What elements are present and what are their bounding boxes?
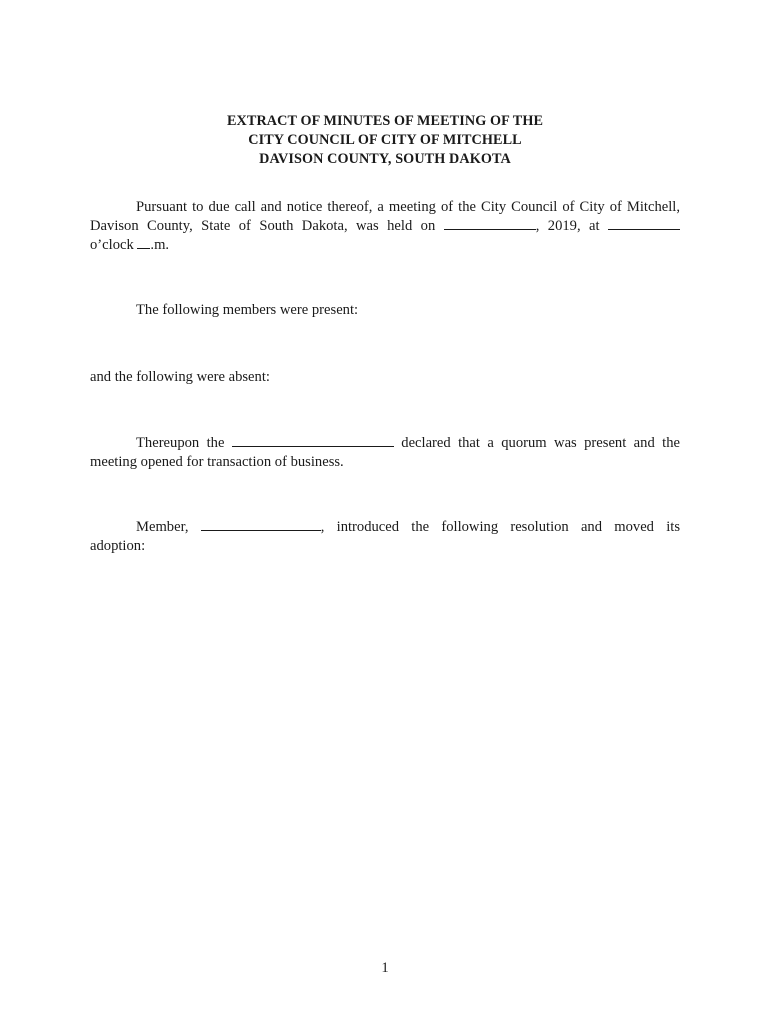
member-name-blank[interactable] xyxy=(201,518,321,531)
quorum-line-1-text-a: Thereupon the xyxy=(136,435,225,451)
members-present-paragraph xyxy=(90,301,680,320)
members-absent-text: and the following were absent: xyxy=(90,369,270,385)
quorum-line-1-text-b: declared that a quorum was present and the xyxy=(401,435,680,451)
notice-line-2-text-a: Davison County, State of South Dakota, was held on xyxy=(90,218,436,234)
document-title xyxy=(0,112,770,169)
members-absent-paragraph xyxy=(90,368,680,387)
title-line-1: EXTRACT OF MINUTES OF MEETING OF THE xyxy=(226,113,544,129)
meeting-notice-paragraph xyxy=(90,198,680,255)
title-line-2: CITY COUNCIL OF CITY OF MITCHELL xyxy=(248,132,522,148)
meeting-date-blank[interactable] xyxy=(444,217,536,230)
notice-line-1: Pursuant to due call and notice thereof, a meeting of the City Council of City of Mitchell, xyxy=(136,199,680,215)
notice-line-3 xyxy=(90,236,680,255)
resolution-line-1 xyxy=(90,518,680,537)
quorum-line-1 xyxy=(90,434,680,453)
resolution-line-1-text-b: , introduced the following resolution and moved its xyxy=(320,519,681,535)
notice-line-3-text-a: o’clock xyxy=(90,237,134,253)
resolution-line-1-text-a: Member, xyxy=(136,519,189,535)
title-line-3: DAVISON COUNTY, SOUTH DAKOTA xyxy=(259,151,511,167)
notice-line-2-text-b: , 2019, at xyxy=(535,218,600,234)
am-pm-blank[interactable] xyxy=(137,236,150,249)
resolution-paragraph xyxy=(90,518,680,556)
notice-line-3-text-b: .m. xyxy=(150,237,170,253)
resolution-line-2: adoption: xyxy=(90,538,146,554)
meeting-time-blank[interactable] xyxy=(608,217,680,230)
page-number: 1 xyxy=(381,960,389,976)
members-present-text: The following members were present: xyxy=(136,302,359,318)
quorum-line-2: meeting opened for transaction of business. xyxy=(90,454,344,470)
notice-line-2 xyxy=(90,217,680,236)
presiding-officer-blank[interactable] xyxy=(232,434,394,447)
quorum-paragraph xyxy=(90,434,680,472)
